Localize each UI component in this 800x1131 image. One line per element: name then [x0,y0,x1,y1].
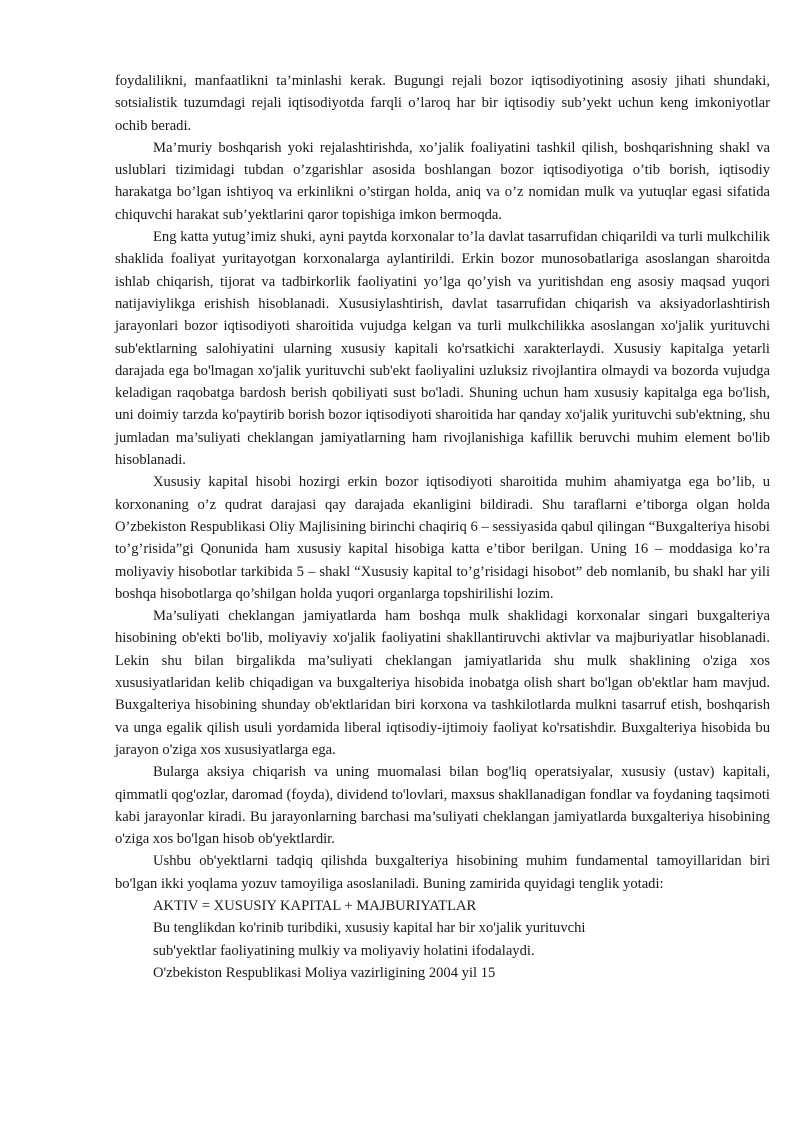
paragraph-2: Ma’muriy boshqarish yoki rejalashtirishda, xo’jalik foaliyatini tashkil qilish, boshqarishning shakl va uslublari tizimidagi tubdan o’zgarishlar asosida boshlangan bozor iqtisodiyotiga o’tib borish, iqtisodiy harakatga bo’lgan ishtiyoq va erkinlikni o’stirgan holda, aniq va o’z nomidan mulk va yutuqlar egasi sifatida chiquvchi harakat sub’yektlarini qaror topishiga imkon bermoqda. [115,139,770,223]
accounting-equation: AKTIV = XUSUSIY KAPITAL + MAJBURIYATLAR [153,897,477,914]
paragraph-3: Eng katta yutug’imiz shuki, ayni paytda korxonalar to’la davlat tasarrufidan chiqarildi va turli mulkchilik shaklida foaliyat yuritayotgan korxonalarga aylantirildi. Erkin bozor munosobatlariga asoslangan sharoitda ishlab chiqarish, tijorat va tadbirkorlik faoliyatini yo’lga qo’yish va yuritishdan eng asosiy maqsad yuqori natijaviylikga erishish hisoblanadi. Xususiylashtirish, davlat tasarrufidan chiqarish va aksiyadorlashtirish jarayonlari bozor iqtisodiyoti sharoitida vujudga kelgan va turli mulkchilikka asoslangan xo'jalik yurituvchi sub'ektlarning salohiyatini ularning xususiy kapitali ko'rsatkichi xarakterlaydi. Xususiy kapitalga yetarli darajada ega bo'lmagan xo'jalik yurituvchi sub'ekt faoliyalini uzluksiz rivojlantira olmaydi va bozorda vujudga keladigan raqobatga bardosh berish qobiliyati sust bo'ladi. Shuning uchun ham xususiy kapitalga ega bo'lish, uni doimiy tarzda ko'paytirib borish bozor iqtisodiyoti sharoitida har qanday xo'jalik yurituvchi sub'ektning, shu jumladan ma’suliyati cheklangan jamiyatlarning ham rivojlanishiga kafillik beruvchi muhim element bo'lib hisoblanadi. [115,229,770,469]
paragraph-5: Ma’suliyati cheklangan jamiyatlarda ham boshqa mulk shaklidagi korxonalar singari buxgalteriya hisobining ob'ekti bo'lib, moliyaviy xo'jalik faoliyatini shakllantiruvchi aktivlar va majburiyatlar hisoblanadi. Lekin shu bilan birgalikda ma’suliyati cheklangan jamiyatlarida shu mulk shaklining o'ziga xos xususiyatlaridan kelib chiqadigan va buxgalteriya hisobida inobatga olish shart bo'lgan ob'ektlar ham mavjud. Buxgalteriya hisobining shunday ob'ektlaridan biri korxona va tashkilotlarda mulkni tasarruf etish, boshqarish va unga egalik qilish usuli yordamida liberal iqtisodiy-ijtimoiy faoliyat ko'rsatishdir. Buxgalteriya hisobida bu jarayon o'ziga xos xususiyatlarga ega. [115,608,770,758]
document-page [115,70,770,984]
paragraph-6: Bularga aksiya chiqarish va uning muomalasi bilan bog'liq operatsiyalar, xususiy (ustav) kapitali, qimmatli qog'ozlar, daromad (foyda), dividend to'lovlari, maxsus shakllanadigan fondlar va foydaning taqsimoti kabi jarayonlar kiradi. Bu jarayonlarning barchasi ma’suliyati cheklangan jamiyatlarda buxgalteriya hisobining o'ziga xos bo'lgan hisob ob'yektlardir. [115,764,770,848]
text-line-2: sub'yektlar faoliyatining mulkiy va moliyaviy holatini ifodalaydi. [153,942,535,959]
paragraph-4: Xususiy kapital hisobi hozirgi erkin bozor iqtisodiyoti sharoitida muhim ahamiyatga ega bo’lib, u korxonaning o’z qudrat darajasi qay darajada ekanligini bildiradi. Shu taraflarni e’tiborga olgan holda O’zbekiston Respublikasi Oliy Majlisining birinchi chaqiriq 6 – sessiyasida qabul qilingan “Buxgalteriya hisobi to’g’risida”gi Qonunida ham xususiy kapital hisobiga katta e’tibor berilgan. Uning 16 – moddasiga ko’ra moliyaviy hisobotlar tarkibida 5 – shakl “Xususiy kapital to’g’risidagi hisobot” deb nomlanib, bu shakl har yili boshqa hisobotlarga qo’shilgan holda yuqori organlarga topshirilishi lozim. [115,474,770,602]
paragraph-7: Ushbu ob'yektlarni tadqiq qilishda buxgalteriya hisobining muhim fundamental tamoyillaridan biri bo'lgan ikki yoqlama yozuv tamoyiliga asoslaniladi. Buning zamirida quyidagi tenglik yotadi: [115,853,770,892]
text-line-1: Bu tenglikdan ko'rinib turibdiki, xususiy kapital har bir xo'jalik yurituvchi [153,920,586,937]
paragraph-1: foydalilikni, manfaatlikni ta’minlashi kerak. Bugungi rejali bozor iqtisodiyotining asosiy jihati shundaki, sotsialistik tuzumdagi rejali iqtisodiyotda farqli o’laroq har bir iqtisodiy sub’yekt uchun keng imkoniyotlar ochib beradi. [115,73,770,134]
text-line-3: O'zbekiston Respublikasi Moliya vazirligining 2004 yil 15 [153,964,496,981]
